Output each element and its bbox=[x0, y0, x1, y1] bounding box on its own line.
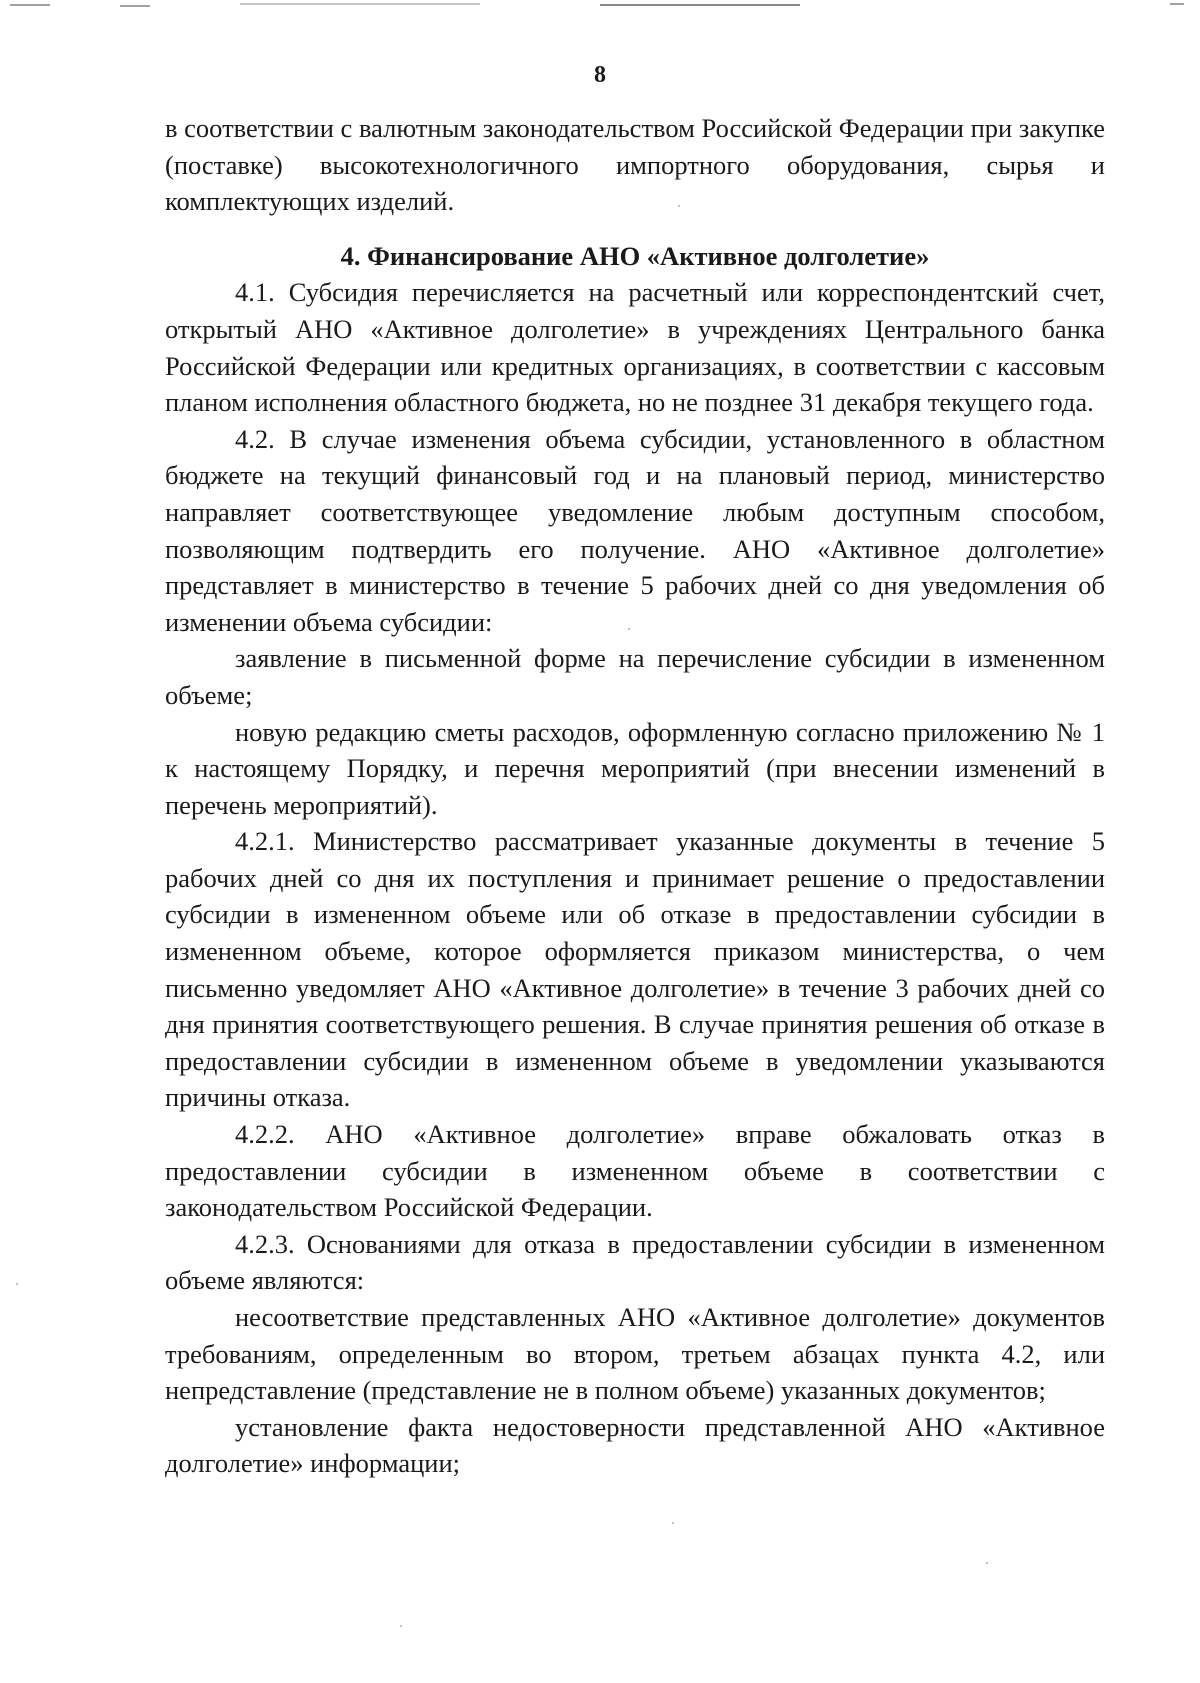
lead-paragraph: в соответствии с валютным законодательством Российской Федерации при закупке (поставке) высокотехнологичного импортного оборудования, сырья и комплектующих изделий. bbox=[165, 113, 1105, 217]
paragraph-4-2-item-application: заявление в письменной форме на перечисление субсидии в измененном объеме; bbox=[165, 643, 1105, 710]
paragraph-4-2-1: 4.2.1. Министерство рассматривает указанные документы в течение 5 рабочих дней со дня их поступления и принимает решение о предоставлении субсидии в измененном объеме или об отказе в предоставлении субсидии в измененном объеме, которое оформляется приказом министерства, о чем письменно уведомляет АНО «Активное долголетие» в течение 3 рабочих дней со дня принятия соответствующего решения. В случае принятия решения об отказе в предоставлении субсидии в измененном объеме в уведомлении указываются причины отказа. bbox=[165, 826, 1105, 1113]
paragraph-4-2: 4.2. В случае изменения объема субсидии, установленного в областном бюджете на текущий финансовый год и на плановый период, министерство направляет соответствующее уведомление любым доступным способом, позволяющим подтвердить его получение. АНО «Активное долголетие» представляет в министерство в течение 5 рабочих дней со дня уведомления об изменении объема субсидии: bbox=[165, 423, 1105, 637]
paragraph-4-1: 4.1. Субсидия перечисляется на расчетный или корреспондентский счет, открытый АНО «Активное долголетие» в учреждениях Центрального банка Российской Федерации или кредитных организациях, в соответствии с кассовым планом исполнения областного бюджета, но не позднее 31 декабря текущего года. bbox=[165, 277, 1105, 418]
scan-speck bbox=[400, 1625, 402, 1627]
page-number: 8 bbox=[594, 62, 606, 88]
scan-speck bbox=[672, 1522, 674, 1524]
paragraph-4-2-3: 4.2.3. Основаниями для отказа в предоставлении субсидии в измененном объеме являются: bbox=[165, 1228, 1105, 1296]
paragraph-4-2-item-estimate: новую редакцию сметы расходов, оформленную согласно приложению № 1 к настоящему Порядку, и перечня мероприятий (при внесении изменений в перечень мероприятий). bbox=[165, 716, 1105, 820]
scan-speck bbox=[628, 628, 630, 630]
scan-artifact-top bbox=[0, 0, 1200, 14]
paragraph-4-2-2: 4.2.2. АНО «Активное долголетие» вправе обжаловать отказ в предоставлении субсидии в измененном объеме в соответствии с законодательством Российской Федерации. bbox=[165, 1119, 1105, 1223]
paragraph-4-2-3-item-noncompliance: несоответствие представленных АНО «Активное долголетие» документов требованиям, определенным во втором, третьем абзацах пункта 4.2, или непредставление (представление не в полном объеме) указанных документов; bbox=[165, 1302, 1105, 1406]
scan-speck bbox=[16, 1283, 18, 1285]
document-body bbox=[165, 110, 1105, 1482]
paragraph-4-2-3-item-unreliable-info: установление факта недостоверности представленной АНО «Активное долголетие» информации; bbox=[165, 1411, 1105, 1479]
scan-speck bbox=[986, 1562, 988, 1564]
scan-speck bbox=[678, 205, 680, 207]
section-title: 4. Финансирование АНО «Активное долголетие» bbox=[340, 240, 930, 271]
